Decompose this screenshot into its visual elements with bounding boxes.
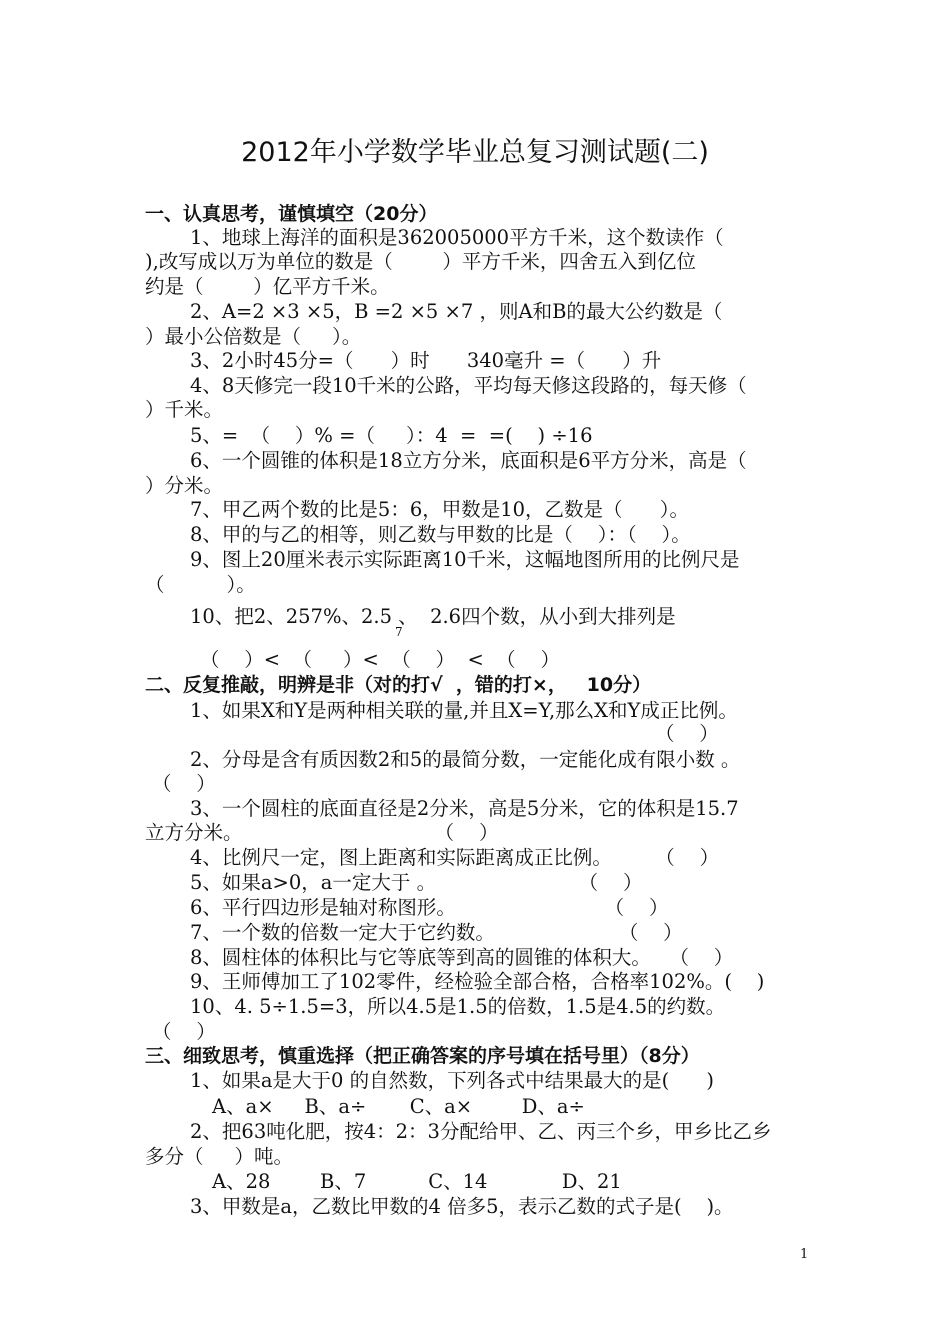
question-line: 5、= （ ）% =（ ）：4 = =( ) ÷16 <box>190 424 593 447</box>
question-line: 3、甲数是a，乙数比甲数的4 倍多5，表示乙数的式子是( )。 <box>190 1195 734 1218</box>
question-line: 1、如果X和Y是两种相关联的量,并且X=Y,那么X和Y成正比例。 <box>190 699 738 722</box>
section-2-heading: 二、反复推敲，明辨是非（对的打√ ，错的打×， 10分） <box>145 674 652 696</box>
question-line: 9、图上20厘米表示实际距离10千米，这幅地图所用的比例尺是 <box>190 548 740 571</box>
question-line: ）分米。 <box>145 474 224 497</box>
question-line: 6、一个圆锥的体积是18立方分米，底面积是6平方分米，高是（ <box>190 449 747 472</box>
question-line: 7、甲乙两个数的比是5：6，甲数是10，乙数是（ ）。 <box>190 498 689 521</box>
question-line: 立方分米。 （ ） <box>145 821 499 844</box>
section-3-heading: 三、细致思考，慎重选择（把正确答案的序号填在括号里）（8分） <box>145 1045 700 1067</box>
question-line: 多分（ ）吨。 <box>145 1145 293 1168</box>
question-line: 8、甲的与乙的相等，则乙数与甲数的比是（ ）：（ ）。 <box>190 523 691 546</box>
answer-blank: （ ） <box>655 722 719 745</box>
question-line: 2、A=2 ×3 ×5，B =2 ×5 ×7 ，则A和B的最大公约数是（ <box>190 300 723 323</box>
answer-blanks: （ ）< （ ）< （ ） < （ ） <box>200 648 560 671</box>
question-line: 2、把63吨化肥，按4：2：3分配给甲、乙、丙三个乡，甲乡比乙乡 <box>190 1120 772 1143</box>
answer-blank: （ ） <box>152 1020 216 1043</box>
question-line: 10、把2、257%、2.5 、 2.6四个数，从小到大排列是 <box>190 605 676 628</box>
answer-options: A、28 B、7 C、14 D、21 <box>212 1170 622 1193</box>
question-line: 3、2小时45分=（ ）时 340毫升 =（ ）升 <box>190 349 662 372</box>
section-1-heading: 一、认真思考，谨慎填空（20分） <box>145 203 438 225</box>
question-line: 5、如果a>0，a一定大于 。 （ ） <box>190 871 643 894</box>
page-title: 2012年小学数学毕业总复习测试题(二) <box>241 137 709 168</box>
page-number: 1 <box>800 1247 809 1262</box>
question-line: ）最小公倍数是（ ）。 <box>145 325 362 348</box>
question-line: 9、王师傅加工了102零件，经检验全部合格，合格率102%。( ) <box>190 970 765 993</box>
question-line: ）千米。 <box>145 398 224 421</box>
question-line: （ ）。 <box>145 573 256 596</box>
question-line: 1、如果a是大于0 的自然数，下列各式中结果最大的是( ) <box>190 1069 715 1092</box>
question-line: 约是（ ）亿平方千米。 <box>145 275 390 298</box>
answer-blank: （ ） <box>152 772 216 795</box>
fraction-denominator: 7 <box>395 625 403 639</box>
question-line: 7、一个数的倍数一定大于它约数。 （ ） <box>190 921 683 944</box>
question-line: 4、比例尺一定，图上距离和实际距离成正比例。 （ ） <box>190 846 720 869</box>
question-line: 3、一个圆柱的底面直径是2分米，高是5分米，它的体积是15.7 <box>190 797 739 820</box>
question-line: 4、8天修完一段10千米的公路，平均每天修这段路的，每天修（ <box>190 374 747 397</box>
answer-options: A、a× B、a÷ C、a× D、a÷ <box>212 1095 585 1118</box>
question-line: 2、分母是含有质因数2和5的最简分数，一定能化成有限小数 。 <box>190 748 741 771</box>
question-line: ),改写成以万为单位的数是（ ）平方千米，四舍五入到亿位 <box>145 250 696 273</box>
question-line: 1、地球上海洋的面积是362005000平方千米，这个数读作（ <box>190 226 724 249</box>
question-line: 6、平行四边形是轴对称图形。 （ ） <box>190 896 669 919</box>
question-line: 10、4. 5÷1.5=3，所以4.5是1.5的倍数，1.5是4.5的约数。 <box>190 995 726 1018</box>
question-line: 8、圆柱体的体积比与它等底等到高的圆锥的体积大。 （ ） <box>190 946 734 969</box>
